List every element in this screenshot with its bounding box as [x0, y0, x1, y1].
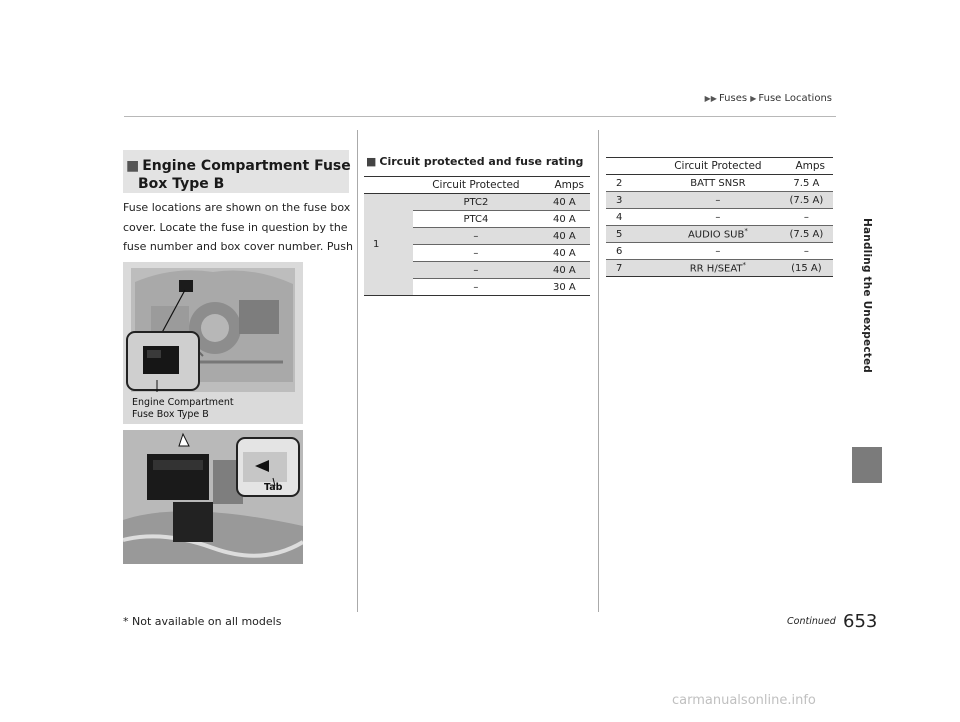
header-amps: Amps — [780, 158, 833, 175]
section-title — [126, 157, 351, 193]
header-circuit-protected: Circuit Protected — [656, 158, 780, 175]
circuit-cell: – — [656, 192, 780, 209]
circuit-cell: – — [656, 209, 780, 226]
amps-cell: 40 A — [539, 228, 590, 245]
arrow-icon: ▶ — [750, 94, 757, 103]
circuit-cell — [656, 226, 780, 243]
breadcrumb-item-fuses[interactable]: Fuses — [718, 93, 748, 104]
circuit-text: RR H/SEAT — [689, 263, 743, 275]
amps-cell: 40 A — [539, 211, 590, 228]
watermark: carmanualsonline.info — [672, 693, 816, 708]
amps-cell: – — [780, 209, 833, 226]
footnote: * Not available on all models — [123, 615, 282, 628]
section-title-line1: Engine Compartment Fuse — [142, 158, 351, 174]
column-divider-left — [357, 130, 358, 612]
amps-cell: 40 A — [539, 262, 590, 279]
table-header-row — [606, 158, 833, 175]
amps-cell: 40 A — [539, 245, 590, 262]
amps-cell: (7.5 A) — [780, 226, 833, 243]
breadcrumb-item-fuse-locations[interactable]: Fuse Locations — [758, 93, 832, 104]
chapter-label: Handling the Unexpected — [861, 217, 873, 373]
square-bullet-icon: ■ — [366, 155, 377, 168]
circuit-cell: – — [413, 245, 539, 262]
amps-cell: (15 A) — [780, 260, 833, 277]
fuse-number-cell: 2 — [606, 175, 656, 192]
fuse-table-left — [364, 176, 590, 296]
table-row — [606, 175, 833, 192]
fuse-box-illustration — [123, 430, 303, 564]
table-row — [606, 226, 833, 243]
chapter-side-tab — [852, 150, 882, 440]
fuse-box-closeup-photo — [123, 430, 303, 564]
circuit-cell: – — [413, 228, 539, 245]
circuit-cell: – — [656, 243, 780, 260]
amps-cell: 30 A — [539, 279, 590, 296]
fuse-box-callout — [132, 397, 234, 421]
circuit-cell: – — [413, 279, 539, 296]
chapter-marker — [852, 447, 882, 483]
header-fuse-number — [606, 158, 656, 175]
header-amps: Amps — [539, 177, 590, 194]
table-header-row — [364, 177, 590, 194]
fuse-number-cell: 6 — [606, 243, 656, 260]
table-row — [606, 243, 833, 260]
amps-cell: 40 A — [539, 194, 590, 211]
table-row — [606, 260, 833, 277]
tab-callout: Tab — [264, 482, 283, 493]
table-title-text: Circuit protected and fuse rating — [379, 155, 584, 168]
circuit-cell: PTC2 — [413, 194, 539, 211]
section-title-line2: Box Type B — [138, 176, 225, 192]
amps-cell: – — [780, 243, 833, 260]
fuse-table-right — [606, 157, 833, 277]
amps-cell: 7.5 A — [780, 175, 833, 192]
footnote-marker: * — [742, 261, 747, 270]
table-row — [606, 192, 833, 209]
fuse-number-cell: 5 — [606, 226, 656, 243]
circuit-cell: PTC4 — [413, 211, 539, 228]
table-row — [606, 209, 833, 226]
circuit-cell: – — [413, 262, 539, 279]
header-fuse-number — [364, 177, 413, 194]
page-number: 653 — [843, 611, 878, 632]
fuse-number-cell: 3 — [606, 192, 656, 209]
column-divider-right — [598, 130, 599, 612]
square-bullet-icon: ■ — [126, 158, 140, 174]
header-divider — [124, 116, 836, 117]
fuse-number-cell: 1 — [364, 194, 413, 296]
fuse-number-cell: 4 — [606, 209, 656, 226]
instruction-text: Fuse locations are shown on the fuse box cover. Locate the fuse in question by the fuse number and box cover number. Push — [123, 201, 353, 253]
header-circuit-protected: Circuit Protected — [413, 177, 539, 194]
continued-label: Continued — [787, 616, 836, 627]
table-title — [366, 155, 583, 168]
table-row — [364, 194, 590, 211]
circuit-cell: BATT SNSR — [656, 175, 780, 192]
footnote-marker: * — [744, 227, 748, 236]
double-arrow-icon: ▶▶ — [704, 94, 717, 103]
amps-cell: (7.5 A) — [780, 192, 833, 209]
fuse-number-cell: 7 — [606, 260, 656, 277]
circuit-cell — [656, 260, 780, 277]
fuse-box-callout-line1: Engine Compartment — [132, 397, 234, 408]
circuit-text: AUDIO SUB — [687, 229, 745, 241]
breadcrumb — [705, 93, 832, 104]
fuse-box-callout-line2: Fuse Box Type B — [132, 409, 209, 420]
